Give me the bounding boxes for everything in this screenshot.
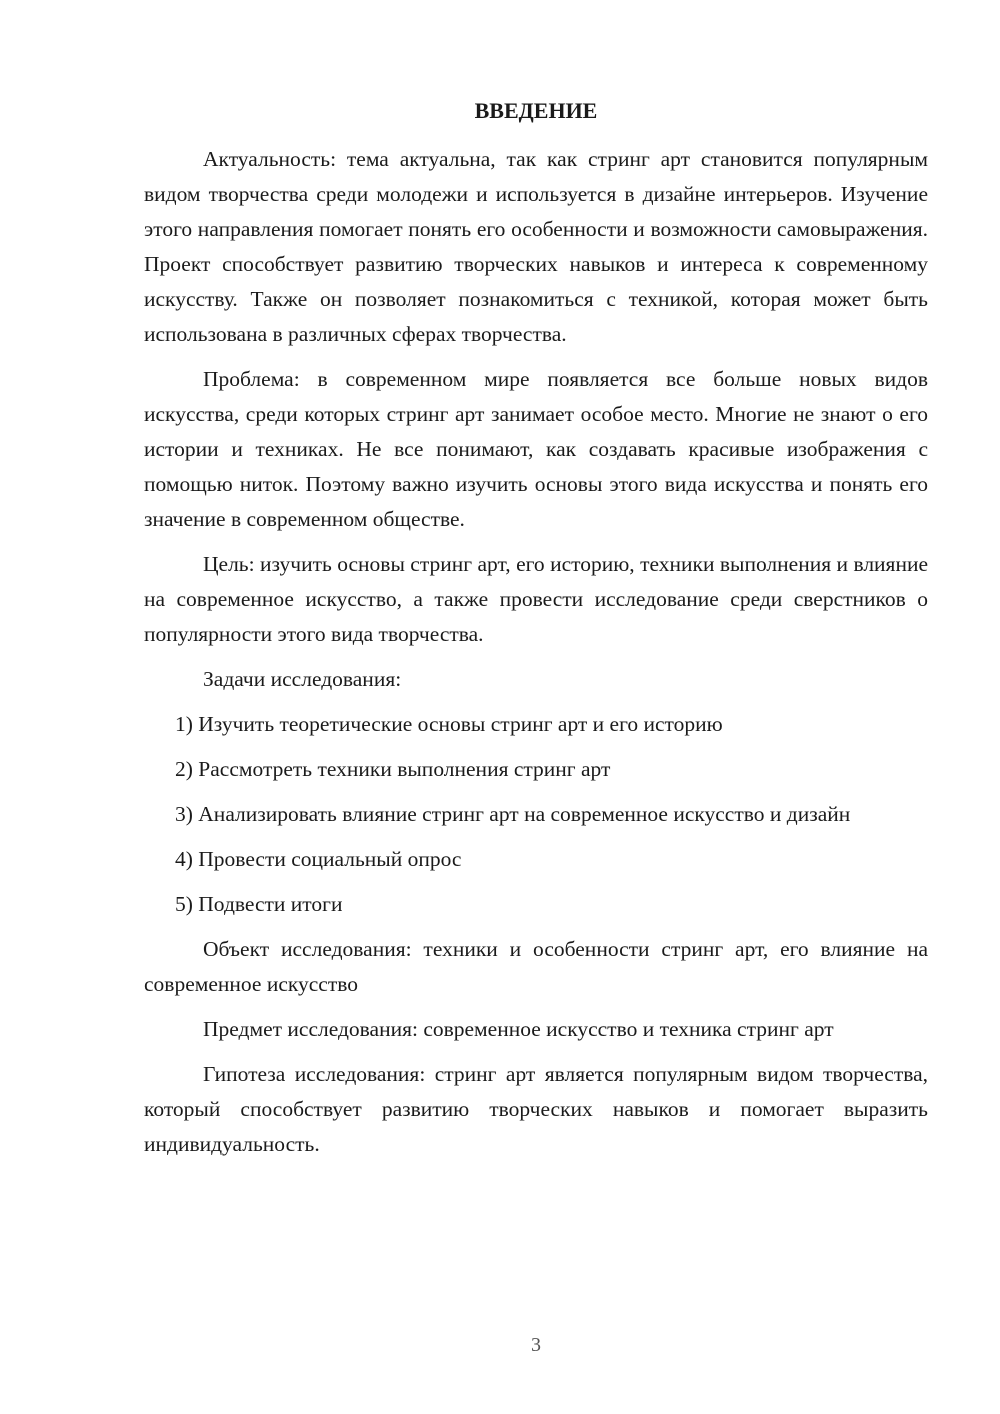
problem-paragraph: Проблема: в современном мире появляется все больше новых видов искусства, среди которых стринг арт занимает особое место. Многие не знают о его истории и техниках. Не все понимают, как создавать красивые изображения с помощью ниток. Поэтому важно изучить основы этого вида искусства и понять его значение в современном обществе. <box>144 367 928 531</box>
task-item: 1) Изучить теоретические основы стринг арт и его историю <box>175 712 723 736</box>
tasks-heading: Задачи исследования: <box>203 667 402 691</box>
task-item: 5) Подвести итоги <box>175 892 343 916</box>
subject-paragraph: Предмет исследования: современное искусство и техника стринг арт <box>203 1017 834 1041</box>
section-title: ВВЕДЕНИЕ <box>474 98 598 123</box>
object-paragraph: Объект исследования: техники и особенности стринг арт, его влияние на современное искусство <box>144 937 928 996</box>
task-item: 3) Анализировать влияние стринг арт на современное искусство и дизайн <box>175 802 851 826</box>
page-number: 3 <box>531 1334 541 1356</box>
relevance-paragraph: Актуальность: тема актуальна, так как стринг арт становится популярным видом творчества среди молодежи и используется в дизайне интерьеров. Изучение этого направления помогает понять его особенности и возможности самовыражения. Проект способствует развитию творческих навыков и интереса к современному искусству. Также он позволяет познакомиться с техникой, которая может быть использована в различных сферах творчества. <box>144 147 928 346</box>
task-item: 4) Провести социальный опрос <box>175 847 462 871</box>
hypothesis-paragraph: Гипотеза исследования: стринг арт является популярным видом творчества, который способствует развитию творческих навыков и помогает выразить индивидуальность. <box>144 1062 928 1156</box>
task-item: 2) Рассмотреть техники выполнения стринг арт <box>175 757 611 781</box>
goal-paragraph: Цель: изучить основы стринг арт, его историю, техники выполнения и влияние на современное искусство, а также провести исследование среди сверстников о популярности этого вида творчества. <box>144 552 928 646</box>
document-body <box>144 142 928 1162</box>
